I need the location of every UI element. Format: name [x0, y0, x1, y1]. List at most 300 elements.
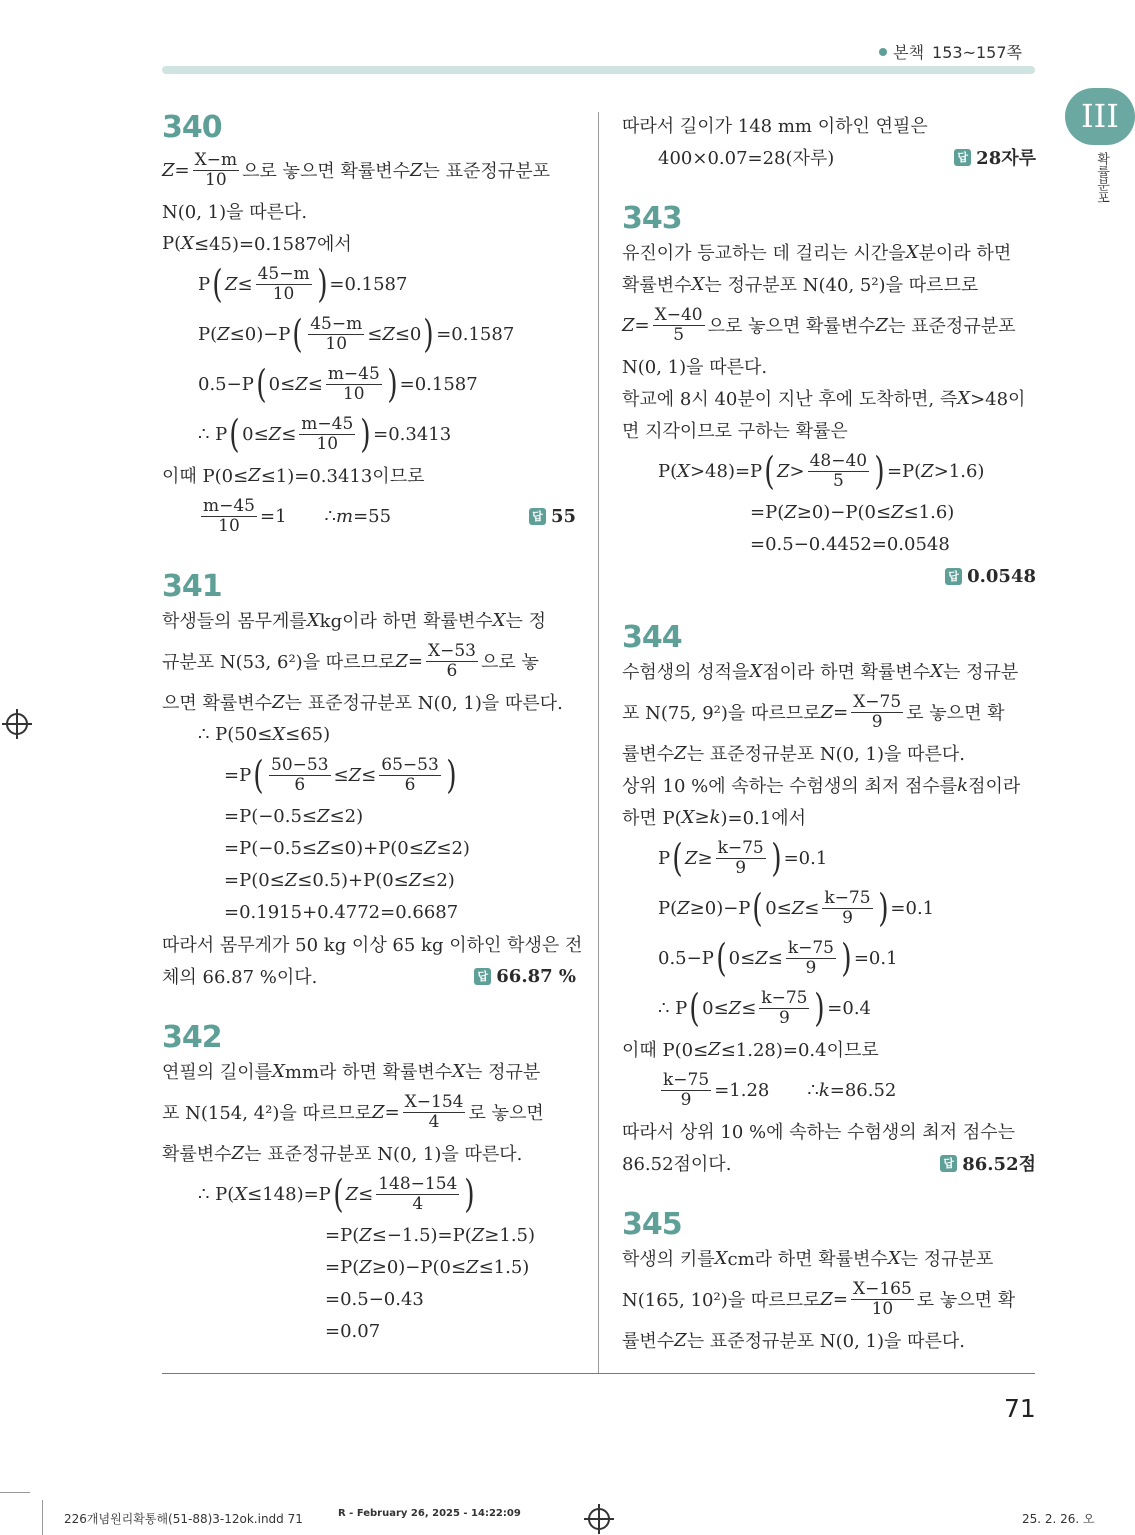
text: ≥ — [694, 806, 710, 828]
solution-line — [622, 933, 1036, 983]
solution-line — [162, 1169, 576, 1219]
problem-number: 340 — [162, 110, 222, 145]
solution-line — [622, 300, 1036, 350]
numerator: X−75 — [853, 691, 902, 712]
math-variable: k — [957, 774, 969, 796]
numerator: X−53 — [427, 640, 476, 661]
math-variable: Z — [875, 314, 889, 336]
solution-line — [622, 1065, 1036, 1115]
answer-badge-icon: 답 — [940, 1155, 957, 1172]
numerator: m−45 — [301, 413, 354, 434]
denominator: 10 — [342, 383, 365, 404]
parenthesis: ) — [445, 753, 457, 797]
math-variable: Z — [677, 897, 690, 919]
math-variable: X — [887, 1247, 901, 1269]
math-variable: X — [714, 1247, 728, 1269]
text: ≤ — [237, 273, 253, 295]
numerator: X−165 — [853, 1278, 912, 1299]
text: ≤2) — [421, 869, 455, 891]
text: P( — [658, 460, 678, 482]
text: kg이라 하면 확률변수 — [319, 611, 493, 632]
denominator: 6 — [294, 774, 306, 795]
solution-line — [162, 1219, 576, 1251]
solution-line — [622, 1242, 1036, 1274]
answer — [954, 144, 1036, 170]
math-variable: Z — [345, 1183, 359, 1205]
fraction — [661, 1071, 711, 1110]
solution-line — [622, 687, 1036, 737]
numerator: k−75 — [787, 937, 834, 958]
fraction — [308, 315, 364, 354]
solution-line — [162, 636, 576, 686]
math-variable: X — [272, 723, 286, 745]
bullet-icon — [879, 48, 887, 56]
solution-line — [622, 655, 1036, 687]
fraction — [403, 1093, 466, 1132]
answer-value: 28자루 — [976, 148, 1036, 169]
problem-number: 341 — [162, 569, 222, 604]
solution-line — [622, 268, 1036, 300]
problem-section — [622, 109, 1036, 173]
fraction — [376, 1175, 459, 1214]
problem-section — [162, 1021, 576, 1347]
math-variable: k — [709, 806, 721, 828]
text: =0.1 — [853, 947, 898, 969]
solution-line — [622, 1324, 1036, 1356]
math-variable: X — [930, 660, 944, 682]
parenthesis: ( — [689, 986, 700, 1030]
text: 수험생의 성적을 — [622, 662, 750, 683]
numerator: X−m — [194, 149, 238, 170]
denominator: 10 — [205, 169, 227, 190]
math-variable: Z — [820, 1288, 833, 1310]
answer-badge-icon: 답 — [529, 508, 546, 525]
fraction — [193, 151, 239, 190]
solution-line — [162, 227, 576, 259]
solution-line — [622, 801, 1036, 833]
parenthesis: ( — [253, 753, 264, 797]
fraction — [822, 889, 872, 928]
left-column — [162, 110, 583, 1347]
text: 유진이가 등교하는 데 걸리는 시간을 — [622, 243, 906, 264]
solution-line — [162, 145, 576, 195]
math-variable: Z — [674, 742, 687, 764]
text: = — [407, 650, 423, 672]
text: 점이라 — [968, 776, 1021, 797]
text: =0.1587 — [329, 273, 408, 295]
text: P( — [658, 897, 678, 919]
problem-section — [622, 202, 1036, 592]
registration-mark-icon — [6, 713, 28, 735]
solution-line — [622, 1115, 1036, 1147]
math-variable: Z — [162, 159, 175, 181]
text: ≤2) — [329, 805, 364, 827]
math-variable: Z — [372, 1101, 385, 1123]
footer-filename: 226개념원리확통해(51-88)3-12ok.indd 71 — [64, 1512, 303, 1526]
math-variable: X — [492, 609, 506, 631]
math-variable: Z — [777, 460, 790, 482]
solution-line — [622, 1274, 1036, 1324]
parenthesis: ) — [814, 986, 826, 1030]
text: ≤0.5)+P(0≤ — [297, 869, 409, 891]
crop-mark — [42, 1500, 43, 1535]
fraction — [299, 415, 355, 454]
denominator: 6 — [404, 774, 416, 795]
solution-line — [622, 528, 1036, 560]
math-variable: k — [818, 1079, 830, 1101]
solution-line — [622, 236, 1036, 268]
numerator: 148−154 — [378, 1173, 458, 1194]
text: 으로 놓 — [480, 652, 539, 673]
text: 이때 P(0≤ — [162, 466, 249, 487]
denominator: 9 — [871, 711, 883, 732]
math-variable: Z — [359, 1256, 372, 1278]
text: ≤−1.5)=P( — [371, 1224, 472, 1246]
fraction — [256, 265, 312, 304]
numerator: 45−m — [310, 313, 363, 334]
numerator: 65−53 — [381, 754, 439, 775]
text: P — [198, 273, 211, 295]
text: N(0, 1)을 따른다. — [622, 357, 768, 378]
denominator: 10 — [871, 1298, 894, 1319]
text: >48이 — [970, 389, 1026, 410]
text: = — [634, 314, 650, 336]
solution-line — [622, 560, 1036, 592]
denominator: 4 — [428, 1111, 440, 1132]
text: ≤0)−P — [229, 323, 291, 345]
math-variable: Z — [791, 897, 805, 919]
solution-line — [162, 195, 576, 227]
solution-line — [622, 737, 1036, 769]
text: =55 — [353, 505, 392, 527]
text: 으로 놓으면 확률변수 — [707, 316, 876, 337]
text: ≤1.28)=0.4이므로 — [720, 1040, 879, 1061]
math-variable: Z — [674, 1329, 687, 1351]
text: ≤1.5) — [478, 1256, 530, 1278]
math-variable: Z — [382, 323, 395, 345]
answer — [529, 506, 576, 527]
problem-section — [162, 111, 576, 541]
math-variable: X — [181, 232, 194, 254]
math-variable: Z — [272, 691, 285, 713]
fraction — [716, 839, 766, 878]
math-variable: Z — [224, 273, 238, 295]
math-variable: Z — [921, 460, 934, 482]
parenthesis: ( — [292, 312, 304, 356]
text: 따라서 상위 10 %에 속하는 수험생의 최저 점수는 — [622, 1122, 1016, 1143]
text: ≥0)−P(0≤ — [796, 501, 892, 523]
page-number: 71 — [1004, 1394, 1036, 1423]
text: =P(0≤ — [224, 869, 285, 891]
math-variable: Z — [348, 764, 362, 786]
solution-line — [162, 750, 576, 800]
parenthesis: ) — [387, 362, 398, 406]
text: ≤ — [741, 997, 757, 1019]
text: ≤ — [767, 947, 783, 969]
math-variable: X — [957, 387, 971, 409]
text: =0.4 — [827, 997, 872, 1019]
text: 는 표준정규분포 N(0, 1)을 따른다. — [686, 744, 965, 765]
math-variable: Z — [317, 805, 330, 827]
text: 로 놓으면 확 — [906, 703, 1005, 724]
answer — [945, 566, 1036, 587]
text: ≤ — [307, 373, 323, 395]
text: =0.1587 — [399, 373, 478, 395]
parenthesis: ) — [464, 1172, 475, 1216]
fraction — [326, 365, 382, 404]
text: )=0.1에서 — [720, 808, 806, 829]
text: 률변수 — [622, 1331, 675, 1352]
text: cm라 하면 확률변수 — [727, 1249, 888, 1270]
text: N(165, 10²)을 따르므로 — [622, 1290, 821, 1311]
solution-line — [622, 833, 1036, 883]
math-variable: Z — [891, 501, 904, 523]
text: 로 놓으면 — [468, 1103, 544, 1124]
math-variable: Z — [471, 1224, 485, 1246]
text: 0≤ — [268, 373, 296, 395]
parenthesis: ) — [316, 262, 328, 306]
text: 점이라 하면 확률변수 — [762, 662, 931, 683]
text: mm라 하면 확률변수 — [284, 1062, 453, 1083]
numerator: X−154 — [404, 1091, 464, 1112]
text: 학생들의 몸무게를 — [162, 611, 307, 632]
solution-line — [162, 409, 576, 459]
fraction — [808, 452, 870, 491]
parenthesis: ) — [360, 412, 371, 456]
solution-line — [622, 414, 1036, 446]
numerator: k−75 — [717, 837, 764, 858]
text: =P(−0.5≤ — [224, 805, 318, 827]
text: ∴ — [807, 1079, 819, 1101]
problem-section — [162, 569, 583, 992]
column-divider — [598, 112, 599, 1374]
math-variable: Z — [684, 847, 698, 869]
answer — [940, 1150, 1036, 1176]
math-variable: Z — [423, 837, 437, 859]
text: =0.3413 — [373, 423, 452, 445]
text: 는 정규분 — [943, 662, 1019, 683]
parenthesis: ) — [770, 836, 782, 880]
fraction — [786, 939, 836, 978]
text: 따라서 길이가 148 mm 이하인 연필은 — [622, 116, 928, 137]
text: 연필의 길이를 — [162, 1062, 273, 1083]
text: =0.1915+0.4772=0.6687 — [224, 901, 459, 923]
math-variable: X — [749, 660, 763, 682]
text: 는 정 — [505, 611, 546, 632]
page-header-reference — [879, 40, 1022, 63]
text: ≥ — [697, 847, 713, 869]
text: =P( — [886, 460, 922, 482]
registration-mark-icon — [588, 1508, 610, 1530]
math-variable: Z — [410, 159, 423, 181]
denominator: 10 — [218, 515, 240, 536]
text: =P(−0.5≤ — [224, 837, 318, 859]
fraction — [851, 693, 903, 732]
fraction — [201, 497, 257, 536]
solution-line — [622, 446, 1036, 496]
text: ≤2) — [436, 837, 470, 859]
math-variable: Z — [231, 1142, 245, 1164]
fraction — [379, 756, 441, 795]
text: ≤ — [281, 423, 297, 445]
fraction — [653, 306, 705, 345]
text: 0≤ — [728, 947, 756, 969]
text: 0.5−P — [198, 373, 254, 395]
problem-number: 342 — [162, 1020, 222, 1055]
solution-line — [622, 141, 1036, 173]
parenthesis: ( — [752, 886, 764, 930]
denominator: 9 — [680, 1089, 692, 1110]
numerator: X−40 — [654, 304, 703, 325]
problem-number: 344 — [622, 620, 682, 655]
text: 는 정규분포 N(40, 5²)을 따르므로 — [704, 275, 979, 296]
math-variable: X — [306, 609, 320, 631]
math-variable: X — [691, 273, 705, 295]
text: 면 지각이므로 구하는 확률은 — [622, 421, 848, 442]
solution-line — [162, 864, 576, 896]
math-variable: X — [272, 1060, 285, 1082]
text: 0≤ — [242, 423, 269, 445]
math-variable: Z — [395, 650, 408, 672]
solution-line — [162, 686, 576, 718]
denominator: 9 — [735, 857, 747, 878]
solution-line — [622, 382, 1036, 414]
fraction — [269, 756, 331, 795]
solution-line — [162, 800, 576, 832]
numerator: k−75 — [761, 987, 808, 1008]
problem-number: 345 — [622, 1207, 682, 1242]
text: 는 정규분포 — [900, 1249, 994, 1270]
answer-value: 66.87 % — [496, 965, 576, 987]
numerator: m−45 — [203, 495, 255, 516]
numerator: k−75 — [663, 1069, 710, 1090]
text: 86.52점이다. — [622, 1154, 732, 1175]
text: ≤ — [358, 1183, 374, 1205]
math-variable: Z — [466, 1256, 479, 1278]
text: ≤ — [361, 764, 377, 786]
numerator: 50−53 — [271, 754, 329, 775]
text: >48)=P — [689, 460, 763, 482]
text: =86.52 — [829, 1079, 897, 1101]
solution-line — [622, 1147, 1036, 1179]
answer-badge-icon: 답 — [945, 568, 962, 585]
denominator: 10 — [325, 333, 348, 354]
math-variable: Z — [784, 501, 797, 523]
math-variable: m — [336, 505, 354, 527]
denominator: 9 — [778, 1007, 790, 1028]
denominator: 6 — [446, 660, 458, 681]
math-variable: Z — [268, 423, 282, 445]
text: =0.5−0.4452=0.0548 — [750, 533, 950, 555]
solution-line — [162, 1087, 576, 1137]
solution-line — [162, 259, 576, 309]
problem-section — [622, 621, 1036, 1179]
answer-value: 86.52점 — [962, 1154, 1036, 1175]
text: ∴ P — [658, 997, 688, 1019]
text: P( — [162, 232, 182, 254]
text: 로 놓으면 확 — [916, 1290, 1016, 1311]
math-variable: X — [677, 460, 690, 482]
right-column — [622, 109, 1036, 1356]
denominator: 5 — [832, 470, 844, 491]
crop-mark — [0, 1492, 30, 1493]
book-label: 본책 — [893, 43, 925, 62]
text: 학생의 키를 — [622, 1249, 715, 1270]
text: > — [789, 460, 805, 482]
text: =1 — [260, 505, 287, 527]
solution-line — [162, 832, 576, 864]
bottom-rule — [162, 1373, 1035, 1374]
text: = — [174, 159, 190, 181]
parenthesis: ( — [212, 262, 223, 306]
math-variable: Z — [622, 314, 635, 336]
numerator: 48−40 — [809, 450, 868, 471]
math-variable: Z — [728, 997, 742, 1019]
solution-line — [162, 1137, 576, 1169]
text: ≤1.6) — [903, 501, 955, 523]
chapter-roman: III — [1081, 97, 1119, 135]
solution-line — [622, 496, 1036, 528]
text: N(0, 1)을 따른다. — [162, 202, 308, 223]
parenthesis: ( — [716, 936, 727, 980]
text: ≤148)=P — [247, 1183, 331, 1205]
answer-value: 55 — [550, 505, 576, 527]
text: ∴ — [324, 505, 336, 527]
page-range: 153~157쪽 — [932, 43, 1022, 62]
parenthesis: ( — [229, 412, 240, 456]
text: =0.5−0.43 — [325, 1288, 424, 1310]
text: 400×0.07=28(자루) — [658, 148, 835, 169]
text: ≤0 — [394, 323, 422, 345]
text: >1.6) — [933, 460, 985, 482]
math-variable: Z — [248, 464, 261, 486]
text: ∴ P — [198, 423, 228, 445]
math-variable: X — [234, 1183, 248, 1205]
parenthesis: ( — [672, 836, 683, 880]
text: =0.1 — [783, 847, 828, 869]
solution-line — [162, 718, 576, 750]
parenthesis: ( — [256, 362, 267, 406]
solution-line — [162, 459, 576, 491]
denominator: 9 — [805, 957, 817, 978]
text: =P( — [325, 1256, 360, 1278]
header-bar — [162, 66, 1035, 74]
text: 규분포 N(53, 6²)을 따르므로 — [162, 652, 396, 673]
problem-number: 343 — [622, 201, 682, 236]
parenthesis: ) — [423, 312, 434, 356]
text: =0.07 — [325, 1320, 381, 1342]
text: ≤1)=0.3413이므로 — [260, 466, 425, 487]
text: 는 표준정규분포 N(0, 1)을 따른다. — [686, 1331, 965, 1352]
math-variable: Z — [408, 869, 422, 891]
text: ≥1.5) — [484, 1224, 536, 1246]
answer-value: 0.0548 — [967, 565, 1036, 587]
text: 하면 P( — [622, 808, 682, 829]
math-variable: X — [681, 806, 695, 828]
text: 따라서 몸무게가 50 kg 이상 65 kg 이하인 학생은 전 — [162, 935, 583, 956]
text: 는 표준정규분포 N(0, 1)을 따른다. — [284, 693, 563, 714]
solution-line — [622, 769, 1036, 801]
text: 체의 66.87 %이다. — [162, 967, 318, 988]
solution-line — [622, 883, 1036, 933]
answer-badge-icon: 답 — [954, 149, 971, 166]
denominator: 5 — [673, 324, 685, 345]
text: 상위 10 %에 속하는 수험생의 최저 점수를 — [622, 776, 958, 797]
text: = — [832, 1288, 848, 1310]
text: 확률변수 — [622, 275, 692, 296]
numerator: m−45 — [327, 363, 380, 384]
text: ≤ — [333, 764, 349, 786]
